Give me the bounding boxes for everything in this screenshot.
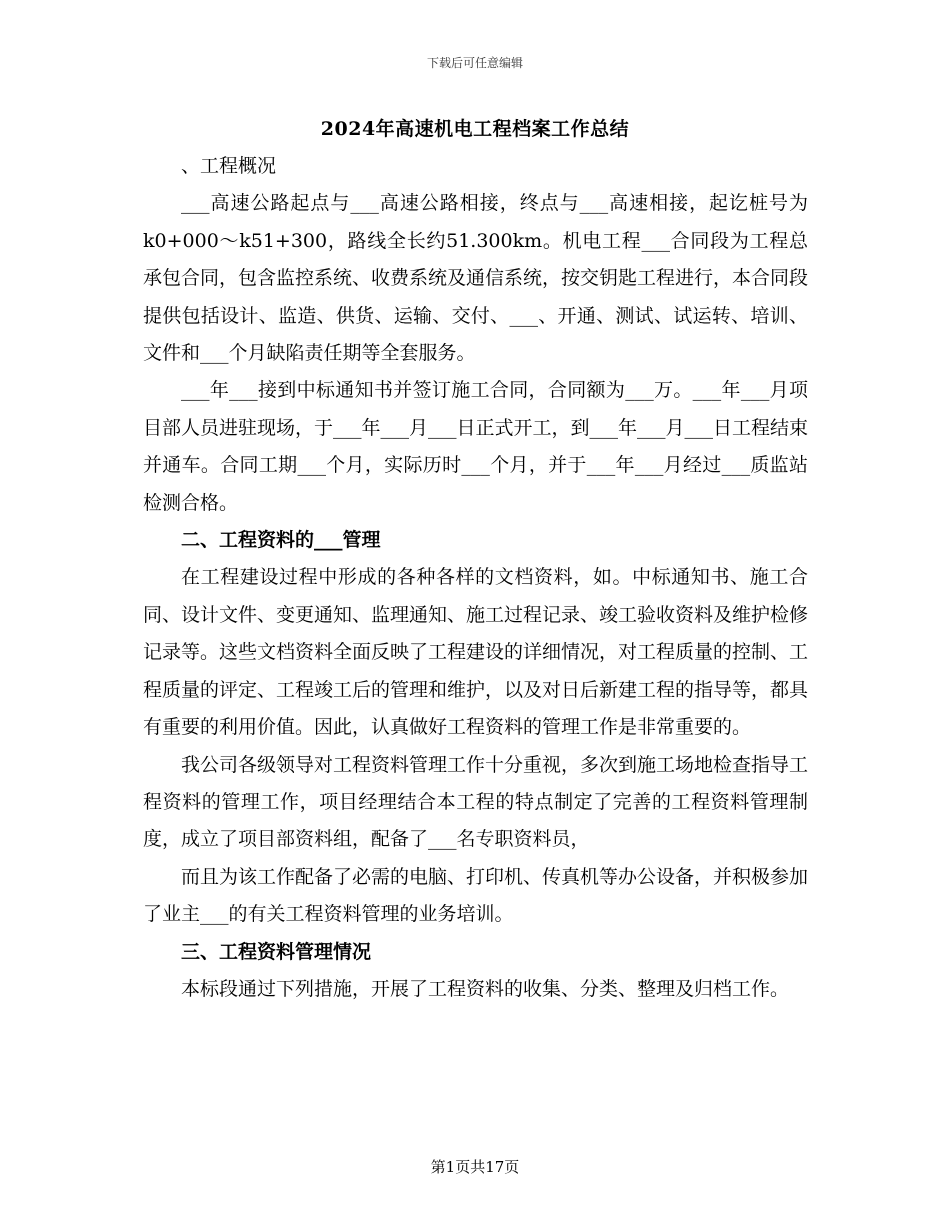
page-number: 第1页共17页	[430, 1158, 520, 1176]
document-title: 2024年高速机电工程档案工作总结	[320, 118, 630, 140]
page-header-note: 下载后可任意编辑	[426, 56, 523, 70]
paragraph-document-importance: 在工程建设过程中形成的各种各样的文档资料，如。中标通知书、施工合同、设计文件、变更通知、监理通知、施工过程记录、竣工验收资料及维护检修记录等。这些文档资料全面反映了工程建设的详细情况，对工程质量的控制、工程质量的评定、工程竣工后的管理和维护，以及对日后新建工程的指导等，都具有重要的利用价值。因此，认真做好工程资料的管理工作是非常重要的。	[143, 566, 809, 739]
paragraph-schedule: ___年___接到中标通知书并签订施工合同，合同额为___万。___年___月项目部人员进驻现场，于___年___月___日正式开工，到___年___月___日工程结束并通车。合同工期___个月，实际历时___个月，并于___年___月经过___质监站检测合格。	[143, 379, 809, 514]
paragraph-management-staff: 我公司各级领导对工程资料管理工作十分重视，多次到施工场地检查指导工程资料的管理工作，项目经理结合本工程的特点制定了完善的工程资料管理制度，成立了项目部资料组，配备了___名专职资料员，	[143, 753, 809, 851]
document-body	[143, 148, 808, 1008]
paragraph-equipment-training: 而且为该工作配备了必需的电脑、打印机、传真机等办公设备，并积极参加了业主___的有关工程资料管理的业务培训。	[143, 865, 809, 926]
section-2-heading: 二、工程资料的___管理	[181, 529, 381, 552]
section-1-heading: 、工程概况	[181, 155, 277, 177]
paragraph-project-overview: ___高速公路起点与___高速公路相接，终点与___高速相接，起讫桩号为k0+000～k51+300，路线全长约51.300km。机电工程___合同段为工程总承包合同，包含监控系统、收费系统及通信系统，按交钥匙工程进行，本合同段提供包括设计、监造、供货、运输、交付、___、开通、测试、试运转、培训、文件和___个月缺陷责任期等全套服务。	[143, 192, 809, 365]
section-3-heading: 三、工程资料管理情况	[181, 940, 372, 963]
paragraph-measures: 本标段通过下列措施，开展了工程资料的收集、分类、整理及归档工作。	[181, 977, 790, 1000]
